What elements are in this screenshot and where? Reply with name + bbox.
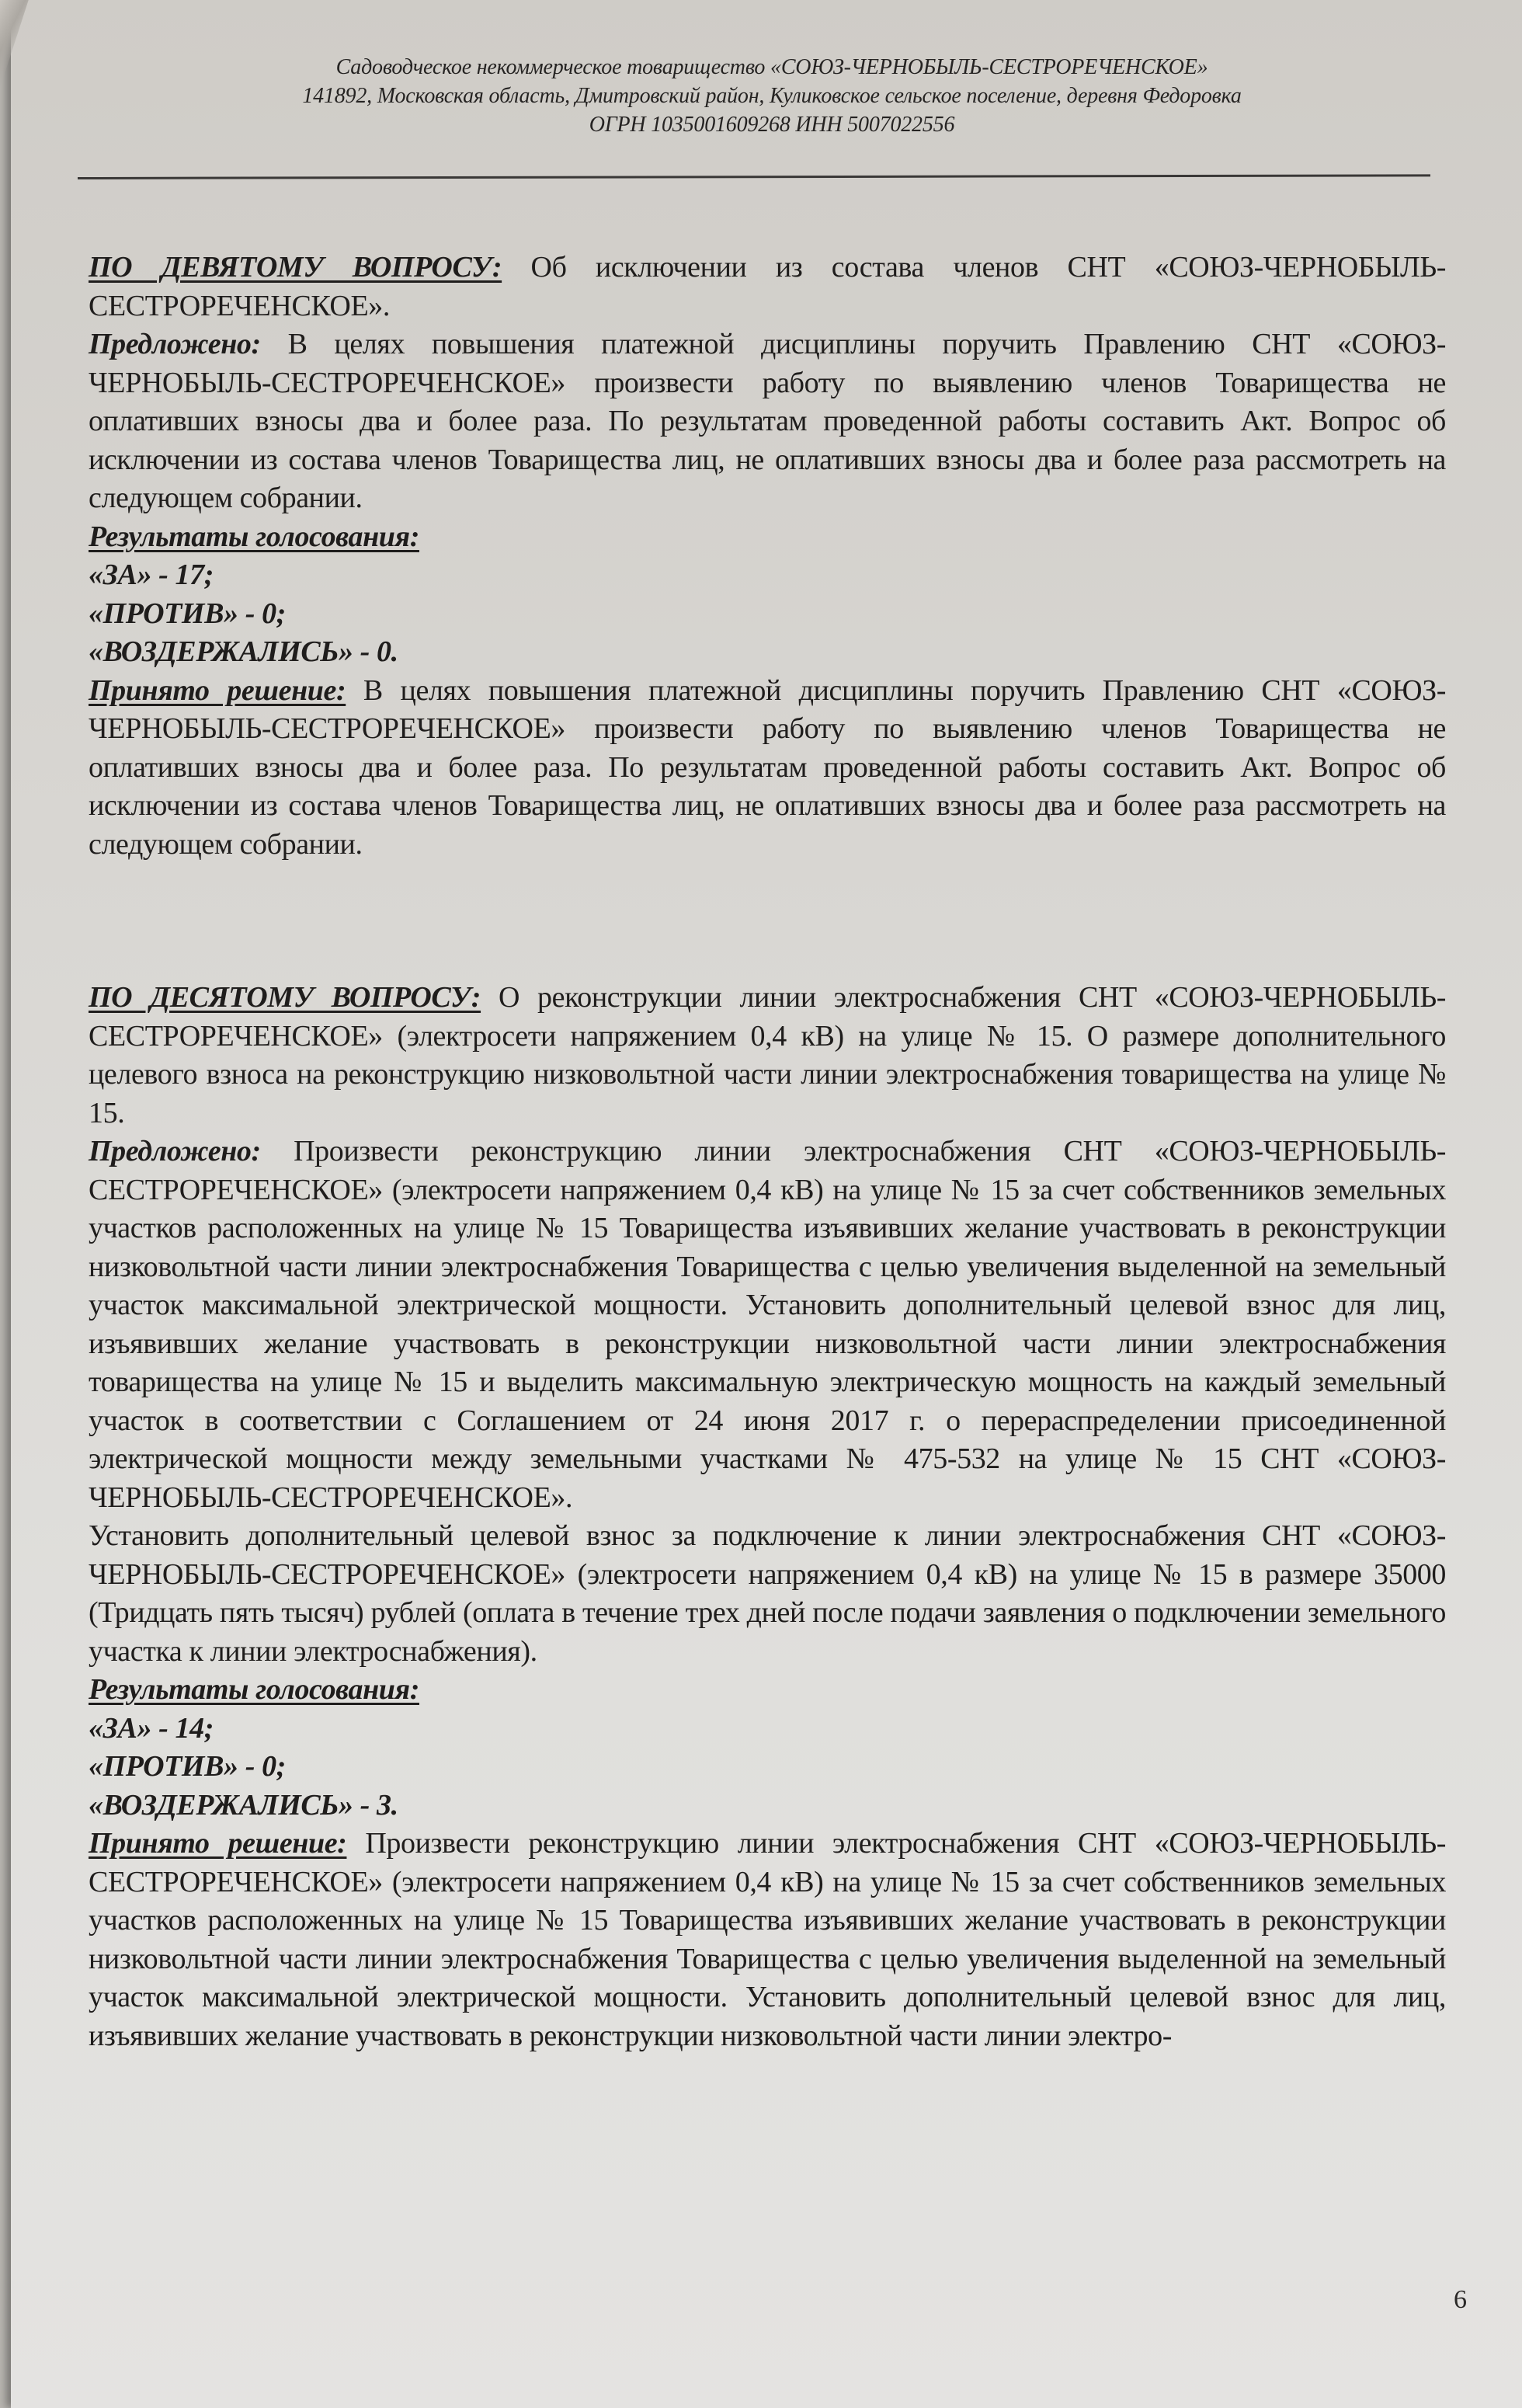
proposal-text: Произвести реконструкцию линии электроснабжения СНТ «СОЮЗ-ЧЕРНОБЫЛЬ-СЕСТРОРЕЧЕНСКОЕ» (электросети напряжением 0,4 кВ) на улице № 15 за счет собственников земельных участков расположенных на улице № 15 Товарищества изъявивших желание участвовать в реконструкции низковольтной части линии электроснабжения Товарищества с целью увеличения выделенной на земельный участок максимальной электрической мощности. Установить дополнительный целевой взнос для лиц, изъявивших желание участвовать в реконструкции низковольтной части линии электроснабжения товарищества на улице № 15 и выделить максимальную электрическую мощность на каждый земельный участок в соответствии с Соглашением от 24 июня 2017 г. о перераспределении присоединенной электрической мощности между земельными участками № 475-532 на улице № 15 СНТ «СОЮЗ-ЧЕРНОБЫЛЬ-СЕСТРОРЕЧЕНСКОЕ». bbox=[89, 1135, 1446, 1514]
vote-results-heading bbox=[89, 518, 1446, 557]
agenda-item-10 bbox=[89, 979, 1446, 2055]
vote-abstained: «ВОЗДЕРЖАЛИСЬ» - 0. bbox=[89, 635, 398, 668]
decision-text: В целях повышения платежной дисциплины поручить Правлению СНТ «СОЮЗ-ЧЕРНОБЫЛЬ-СЕСТРОРЕЧЕНСКОЕ» произвести работу по выявлению членов Товарищества не оплативших взносы два и более раза. По результатам проведенной работы составить Акт. Вопрос об исключении из состава членов Товарищества лиц, не оплативших взносы два и более раза рассмотреть на следующем собрании. bbox=[89, 673, 1446, 861]
proposal-label: Предложено: bbox=[89, 1135, 261, 1167]
proposal bbox=[89, 1133, 1446, 1517]
decision-label: Принято решение: bbox=[89, 1827, 347, 1860]
question-heading bbox=[89, 249, 1446, 325]
vote-results-heading bbox=[89, 1671, 1446, 1710]
document-page bbox=[11, 0, 1522, 2408]
letterhead-address: 141892, Московская область, Дмитровский район, Куликовское сельское поселение, деревня Федоровка bbox=[302, 84, 1242, 108]
question-heading bbox=[89, 979, 1446, 1133]
section-spacer bbox=[89, 864, 1446, 979]
question-label: ПО ДЕСЯТОМУ ВОПРОСУ: bbox=[89, 981, 481, 1014]
proposal-text: В целях повышения платежной дисциплины поручить Правлению СНТ «СОЮЗ-ЧЕРНОБЫЛЬ-СЕСТРОРЕЧЕНСКОЕ» произвести работу по выявлению членов Товарищества не оплативших взносы два и более раза. По результатам проведенной работы составить Акт. Вопрос об исключении из состава членов Товарищества лиц, не оплативших взносы два и более раза рассмотреть на следующем собрании. bbox=[89, 328, 1446, 514]
proposal bbox=[89, 325, 1446, 518]
proposal-label: Предложено: bbox=[89, 328, 261, 360]
letterhead-org-name: Садоводческое некоммерческое товарищество «СОЮЗ-ЧЕРНОБЫЛЬ-СЕСТРОРЕЧЕНСКОЕ» bbox=[335, 55, 1208, 79]
vote-against: «ПРОТИВ» - 0; bbox=[89, 1750, 286, 1783]
vote-for: «ЗА» - 14; bbox=[89, 1711, 214, 1745]
decision bbox=[89, 672, 1446, 865]
vote-against: «ПРОТИВ» - 0; bbox=[89, 597, 286, 630]
decision-label: Принято решение: bbox=[89, 673, 346, 707]
vote-results-label: Результаты голосования: bbox=[89, 520, 419, 553]
question-label: ПО ДЕВЯТОМУ ВОПРОСУ: bbox=[89, 251, 502, 284]
question-text: Об исключении из состава членов СНТ «СОЮЗ-ЧЕРНОБЫЛЬ-СЕСТРОРЕЧЕНСКОЕ». bbox=[89, 251, 1446, 322]
decision bbox=[89, 1825, 1446, 2055]
decision-text: Произвести реконструкцию линии электроснабжения СНТ «СОЮЗ-ЧЕРНОБЫЛЬ-СЕСТРОРЕЧЕНСКОЕ» (электросети напряжением 0,4 кВ) на улице № 15 за счет собственников земельных участков расположенных на улице № 15 Товарищества изъявивших желание участвовать в реконструкции низковольтной части линии электроснабжения Товарищества с целью увеличения выделенной на земельный участок максимальной электрической мощности. Установить дополнительный целевой взнос для лиц, изъявивших желание участвовать в реконструкции низковольтной части линии электро- bbox=[89, 1827, 1446, 2052]
letterhead-registration: ОГРН 1035001609268 ИНН 5007022556 bbox=[589, 113, 955, 137]
question-text: О реконструкции линии электроснабжения СНТ «СОЮЗ-ЧЕРНОБЫЛЬ-СЕСТРОРЕЧЕНСКОЕ» (электросети напряжением 0,4 кВ) на улице № 15. О размере дополнительного целевого взноса на реконструкцию низковольтной части линии электроснабжения товарищества на улице № 15. bbox=[89, 981, 1446, 1129]
minutes-body bbox=[89, 249, 1446, 2055]
vote-abstained: «ВОЗДЕРЖАЛИСЬ» - 3. bbox=[89, 1788, 398, 1822]
letterhead-divider bbox=[78, 174, 1430, 179]
proposal-fee-paragraph: Установить дополнительный целевой взнос за подключение к линии электроснабжения СНТ «СОЮЗ-ЧЕРНОБЫЛЬ-СЕСТРОРЕЧЕНСКОЕ» (электросети напряжением 0,4 кВ) на улице № 15 в размере 35000 (Тридцать пять тысяч) рублей (оплата в течение трех дней после подачи заявления о подключении земельного участка к линии электроснабжения). bbox=[89, 1519, 1446, 1668]
vote-for: «ЗА» - 17; bbox=[89, 559, 214, 591]
agenda-item-9 bbox=[89, 249, 1446, 864]
vote-results-label: Результаты голосования: bbox=[89, 1673, 419, 1706]
letterhead bbox=[11, 53, 1522, 139]
page-number: 6 bbox=[1454, 2285, 1467, 2314]
